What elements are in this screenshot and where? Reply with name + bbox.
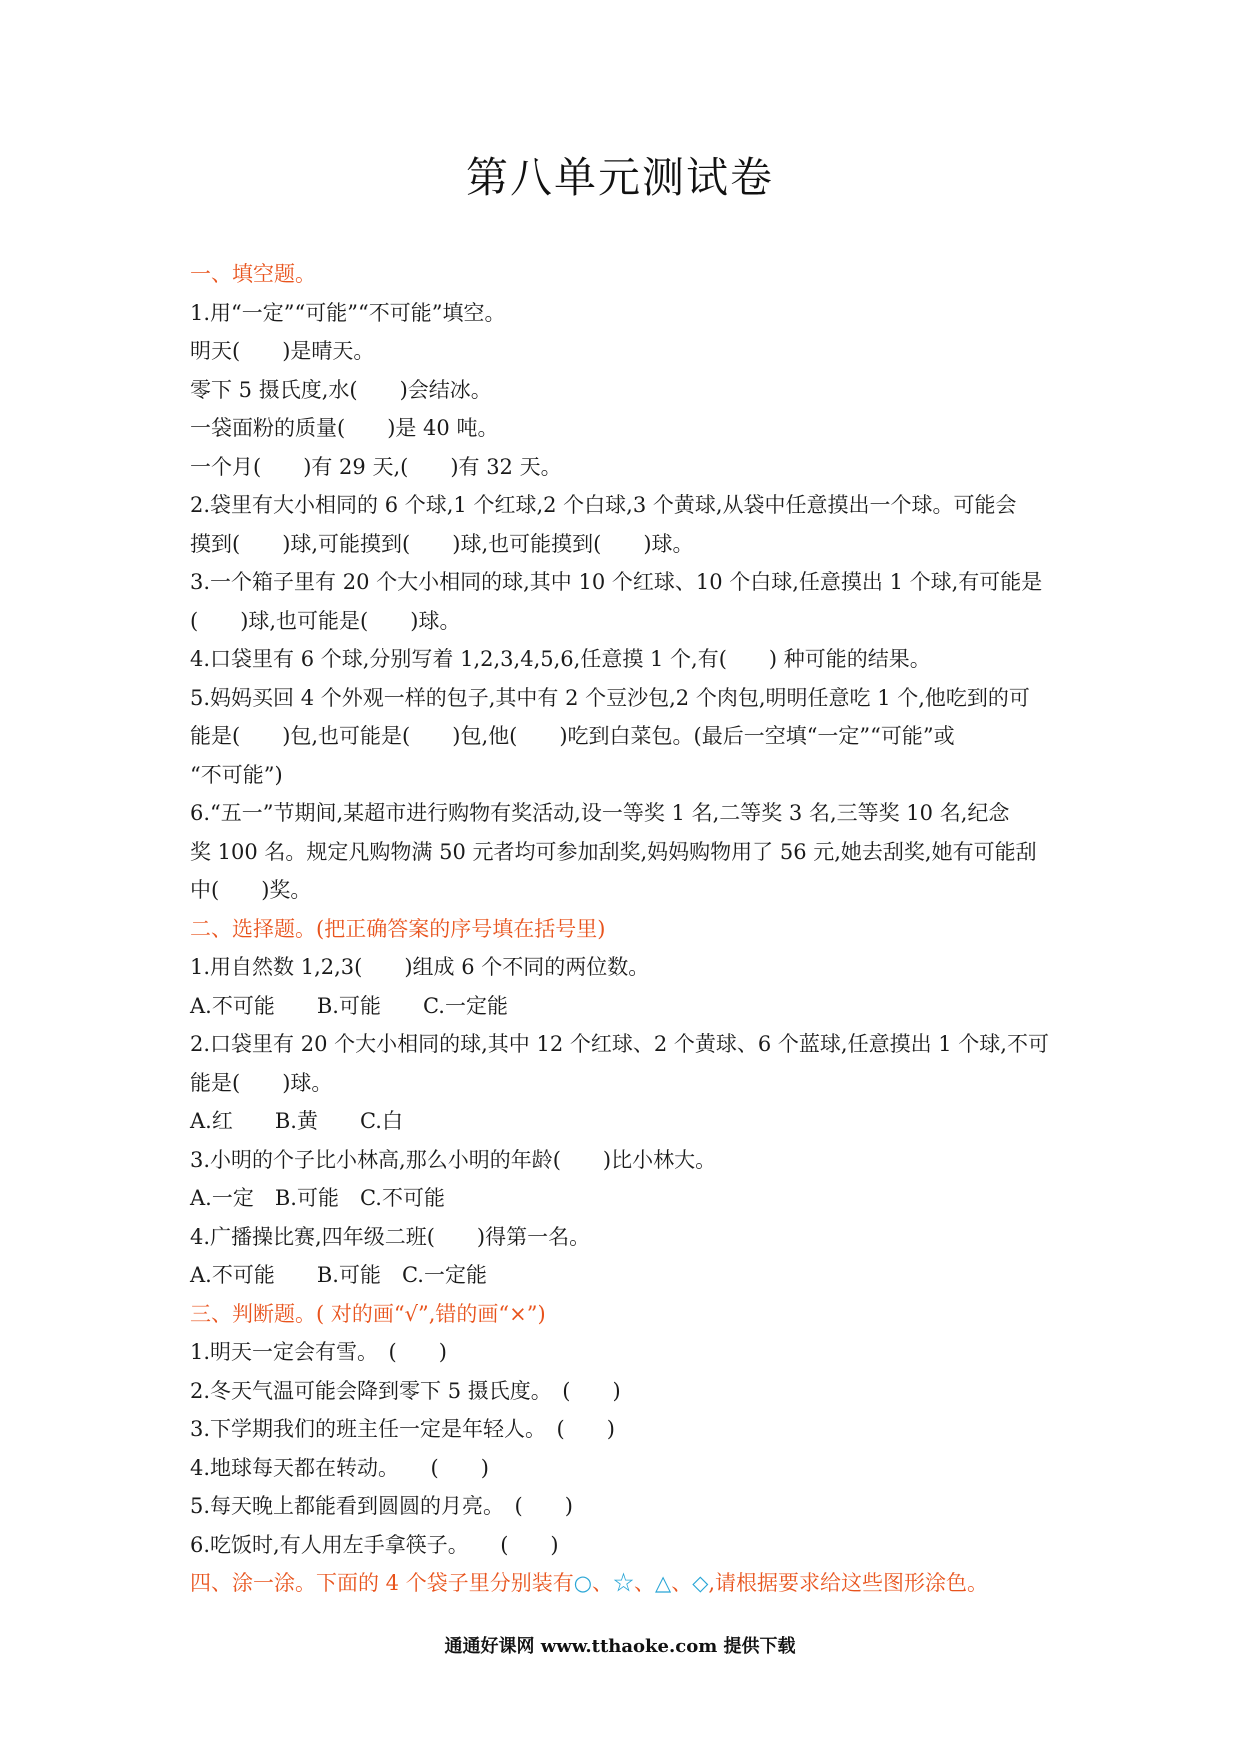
section-4-suffix: ,请根据要求给这些图形涂色。 [708, 1571, 989, 1595]
diamond-shape-icon: ◇ [692, 1571, 709, 1595]
question-line: 2.袋里有大小相同的 6 个球,1 个红球,2 个白球,3 个黄球,从袋中任意摸出一个球。可能会 [190, 493, 1017, 517]
worksheet-body [190, 255, 1070, 1603]
question-line: 5.妈妈买回 4 个外观一样的包子,其中有 2 个豆沙包,2 个肉包,明明任意吃 1 个,他吃到的可 [190, 685, 1030, 710]
footer-source-note: 通通好课网 www.tthaoke.com 提供下载 [444, 1636, 796, 1657]
triangle-shape-icon: △ [655, 1571, 672, 1595]
question-line: 4.口袋里有 6 个球,分别写着 1,2,3,4,5,6,任意摸 1 个,有( ) 种可能的结果。 [190, 647, 931, 671]
choice-options: A.不可能 B.可能 C.一定能 [190, 1263, 487, 1287]
question-line: 6.“五一”节期间,某超市进行购物有奖活动,设一等奖 1 名,二等奖 3 名,三等奖 10 名,纪念 [190, 801, 1010, 825]
question-line: 摸到( )球,可能摸到( )球,也可能摸到( )球。 [190, 531, 694, 556]
question-line: 2.口袋里有 20 个大小相同的球,其中 12 个红球、2 个黄球、6 个蓝球,任意摸出 1 个球,不可 [190, 1032, 1049, 1056]
section-heading-multiple-choice: 二、选择题。(把正确答案的序号填在括号里) [190, 916, 606, 941]
choice-options: A.不可能 B.可能 C.一定能 [190, 993, 508, 1018]
section-heading-true-false: 三、判断题。( 对的画“√”,错的画“×”) [190, 1301, 546, 1326]
choice-options: A.一定 B.可能 C.不可能 [190, 1186, 445, 1210]
question-line: 明天( )是晴天。 [190, 339, 375, 363]
separator: 、 [592, 1571, 614, 1595]
question-line: 1.用“一定”“可能”“不可能”填空。 [190, 300, 506, 325]
section-heading-fill-blank: 一、填空题。 [190, 262, 316, 286]
question-line: 中( )奖。 [190, 878, 312, 902]
separator: 、 [671, 1571, 693, 1595]
question-line: 一个月( )有 29 天,( )有 32 天。 [190, 454, 562, 479]
question-line: 能是( )球。 [190, 1070, 333, 1095]
question-line: 奖 100 名。规定凡购物满 50 元者均可参加刮奖,妈妈购物用了 56 元,她去刮奖,她有可能刮 [190, 839, 1037, 864]
section-4-prefix: 四、涂一涂。下面的 4 个袋子里分别装有 [190, 1571, 574, 1595]
question-line: ( )球,也可能是( )球。 [190, 608, 461, 633]
question-line: 零下 5 摄氏度,水( )会结冰。 [190, 377, 492, 402]
question-line: 1.用自然数 1,2,3( )组成 6 个不同的两位数。 [190, 955, 650, 979]
page-title: 第八单元测试卷 [465, 153, 774, 202]
question-line: 3.小明的个子比小林高,那么小明的年龄( )比小林大。 [190, 1147, 717, 1172]
question-line: 2.冬天气温可能会降到零下 5 摄氏度。 ( ) [190, 1378, 621, 1403]
question-line: 4.广播操比赛,四年级二班( )得第一名。 [190, 1224, 591, 1249]
question-line: 1.明天一定会有雪。 ( ) [190, 1340, 447, 1364]
section-heading-coloring [190, 1564, 1070, 1603]
separator: 、 [634, 1571, 656, 1595]
question-line: 3.下学期我们的班主任一定是年轻人。 ( ) [190, 1417, 615, 1441]
question-line: 5.每天晚上都能看到圆圆的月亮。 ( ) [190, 1494, 573, 1518]
question-line: 4.地球每天都在转动。 ( ) [190, 1455, 489, 1480]
circle-shape-icon: ○ [573, 1571, 593, 1595]
question-line: “不可能”) [190, 762, 283, 787]
question-line: 一袋面粉的质量( )是 40 吨。 [190, 416, 499, 440]
star-shape-icon: ☆ [613, 1571, 635, 1595]
question-line: 能是( )包,也可能是( )包,他( )吃到白菜包。(最后一空填“一定”“可能”或 [190, 724, 955, 748]
question-line: 6.吃饭时,有人用左手拿筷子。 ( ) [190, 1532, 559, 1557]
question-line: 3.一个箱子里有 20 个大小相同的球,其中 10 个红球、10 个白球,任意摸出 1 个球,有可能是 [190, 570, 1043, 594]
choice-options: A.红 B.黄 C.白 [190, 1109, 403, 1133]
